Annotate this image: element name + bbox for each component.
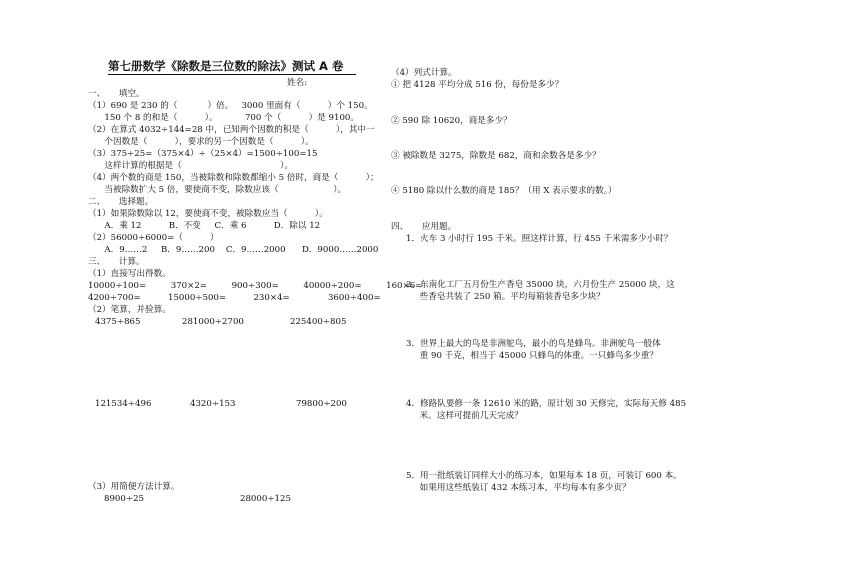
list-calc-heading: （4）列式计算。 (391, 68, 457, 78)
section-3-heading: 三、 计算。 (88, 257, 145, 267)
fill-1a: （1）690 是 230 的（ ）倍。 3000 里面有（ ）个 150。 (88, 101, 373, 111)
fill-3b: 这样计算的根据是（ ）。 (88, 161, 293, 171)
choice-2-question: （2）56000÷6000=（ ） (88, 233, 219, 243)
section-4-heading: 四、 应用题。 (391, 222, 457, 232)
list-calc-item-4: ④ 5180 除以什么数的商是 185？（用 X 表示要求的数。） (391, 186, 617, 196)
section-1-heading: 一、 填空。 (88, 89, 145, 99)
problem-2-line2: 些香皂共装了 250 箱。平均每箱装香皂多少块？ (406, 292, 605, 302)
calc-1-heading: （1）直接写出得数。 (88, 269, 171, 279)
fill-2a: （2）在算式 4032÷144=28 中，已知两个因数的积是（ ），其中一 (88, 125, 375, 135)
fill-4b: 当被除数扩大 5 倍，要使商不变，除数应该（ ）。 (88, 185, 347, 195)
calc-2-heading: （2）笔算，并验算。 (88, 305, 171, 315)
section-2-heading: 二、 选择题。 (88, 197, 154, 207)
simple-calc-heading: （3）用简便方法计算。 (88, 482, 180, 492)
written-calc-6: 79800÷200 (296, 399, 347, 409)
fill-2b: 个因数是（ ），要求的另一个因数是（ ）。 (88, 137, 314, 147)
problem-3-line2: 重 90 千克，相当于 45000 只蜂鸟的体重。一只蜂鸟多少重？ (406, 351, 658, 361)
fill-1b: 150 个 8 的和是（ ）。 700 个（ ）是 9100。 (88, 113, 359, 123)
problem-5-line2: 如果用这些纸装订 432 本练习本，平均每本有多少页？ (406, 483, 631, 493)
title-underline (108, 74, 356, 75)
problem-4-line1: 4．修路队要修一条 12610 米的路，原计划 30 天修完，实际每天修 485 (406, 399, 687, 409)
list-calc-item-3: ③ 被除数是 3275，除数是 682，商和余数各是多少？ (391, 151, 601, 161)
written-calc-2: 281000÷2700 (182, 317, 244, 327)
choice-1-options: A．乘 12 B．不变 C．乘 6 D．除以 12 (88, 221, 321, 231)
problem-2-line1: 2．东南化工厂五月份生产香皂 35000 块，六月份生产 25000 块，这 (406, 280, 675, 290)
choice-1-question: （1）如果除数除以 12，要使商不变，被除数应当（ ）。 (88, 209, 328, 219)
written-calc-1: 4375÷865 (95, 317, 141, 327)
written-calc-3: 225400÷805 (290, 317, 347, 327)
fill-4a: （4）两个数的商是 150，当被除数和除数都缩小 5 倍时，商是（ ）； (88, 173, 379, 183)
page-title: 第七册数学《除数是三位数的除法》测试 A 卷 (108, 59, 344, 73)
choice-2-options: A．9……2 B．9……200 C．9……2000 D．9000……2000 (88, 245, 379, 255)
name-label: 姓名: (287, 78, 308, 88)
calc-1-row2: 4200÷700= 15000÷500= 230×4= 3600÷400= (88, 293, 381, 303)
calc-1-row1: 10000÷100= 370×2= 900÷300= 40000÷200= 160×6= (88, 281, 423, 291)
fill-3a: （3）375÷25=（375×4）÷（25×4）=1500÷100=15 (88, 149, 318, 159)
problem-4-line2: 米。这样可提前几天完成？ (406, 411, 523, 421)
written-calc-5: 4320÷153 (190, 399, 236, 409)
written-calc-4: 121534÷496 (95, 399, 152, 409)
simple-calc-2: 28000÷125 (240, 494, 291, 504)
problem-1: 1．火车 3 小时行 195 千米。照这样计算，行 455 千米需多少小时？ (406, 234, 673, 244)
list-calc-item-2: ② 590 除 10620，商是多少？ (391, 116, 512, 126)
problem-3-line1: 3．世界上最大的鸟是非洲鸵鸟，最小的鸟是蜂鸟。非洲鸵鸟一般体 (406, 339, 661, 349)
list-calc-item-1: ① 把 4128 平均分成 516 份，每份是多少？ (391, 80, 564, 90)
problem-5-line1: 5．用一批纸装订同样大小的练习本，如果每本 18 页，可装订 600 本。 (406, 471, 682, 481)
simple-calc-1: 8900÷25 (104, 494, 145, 504)
